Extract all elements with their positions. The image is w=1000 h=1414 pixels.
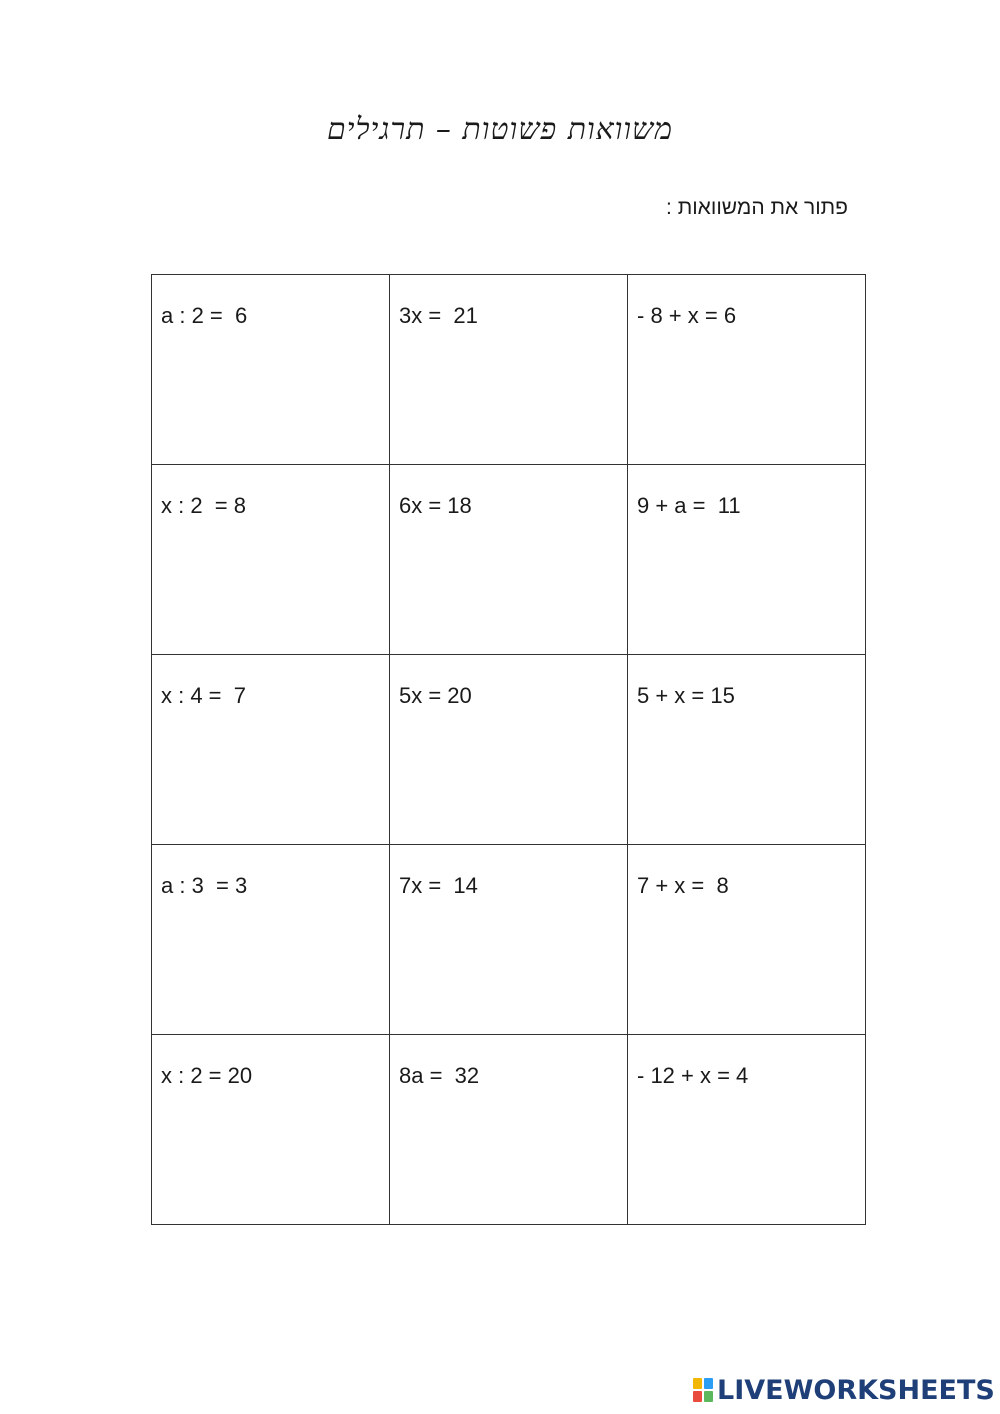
equation-text: 3x = 21 [399,303,478,328]
equation-cell[interactable] [390,1035,628,1225]
equation-text: - 8 + x = 6 [637,303,737,328]
equation-text: 5x = 20 [399,683,472,708]
equation-text: 8a = 32 [399,1063,480,1088]
logo-square-2 [704,1378,713,1389]
equation-cell[interactable] [152,655,390,845]
equation-text: 5 + x = 15 [637,683,735,708]
equation-cell[interactable] [152,465,390,655]
logo-mark-icon [693,1378,713,1402]
equation-text: x : 2 = 20 [161,1063,253,1088]
equation-cell[interactable] [390,465,628,655]
logo-square-4 [704,1391,713,1402]
logo-square-1 [693,1378,702,1389]
equation-text: 9 + a = 11 [637,493,741,518]
equation-text: x : 2 = 8 [161,493,246,518]
table-row [152,655,866,845]
equation-cell[interactable] [152,1035,390,1225]
logo-square-3 [693,1391,702,1402]
equation-text: a : 2 = 6 [161,303,248,328]
equation-cell[interactable] [152,275,390,465]
equation-text: 7 + x = 8 [637,873,729,898]
equation-cell[interactable] [628,275,866,465]
equation-cell[interactable] [390,655,628,845]
equation-cell[interactable] [390,275,628,465]
liveworksheets-logo[interactable] [693,1374,995,1406]
instruction-text: פתור את המשוואות : [666,196,848,219]
table-row [152,465,866,655]
equation-cell[interactable] [152,845,390,1035]
equation-cell[interactable] [628,465,866,655]
worksheet-title: משוואות פשוטות – תרגילים [326,112,674,147]
equation-text: x : 4 = 7 [161,683,246,708]
table-row [152,845,866,1035]
equation-cell[interactable] [390,845,628,1035]
table-row [152,1035,866,1225]
equation-cell[interactable] [628,655,866,845]
logo-text: LIVEWORKSHEETS [717,1374,995,1406]
equation-text: 6x = 18 [399,493,472,518]
equation-cell[interactable] [628,1035,866,1225]
equation-text: 7x = 14 [399,873,478,898]
equation-cell[interactable] [628,845,866,1035]
equations-table [151,274,866,1225]
equation-text: a : 3 = 3 [161,873,248,898]
table-row [152,275,866,465]
equation-text: - 12 + x = 4 [637,1063,749,1088]
